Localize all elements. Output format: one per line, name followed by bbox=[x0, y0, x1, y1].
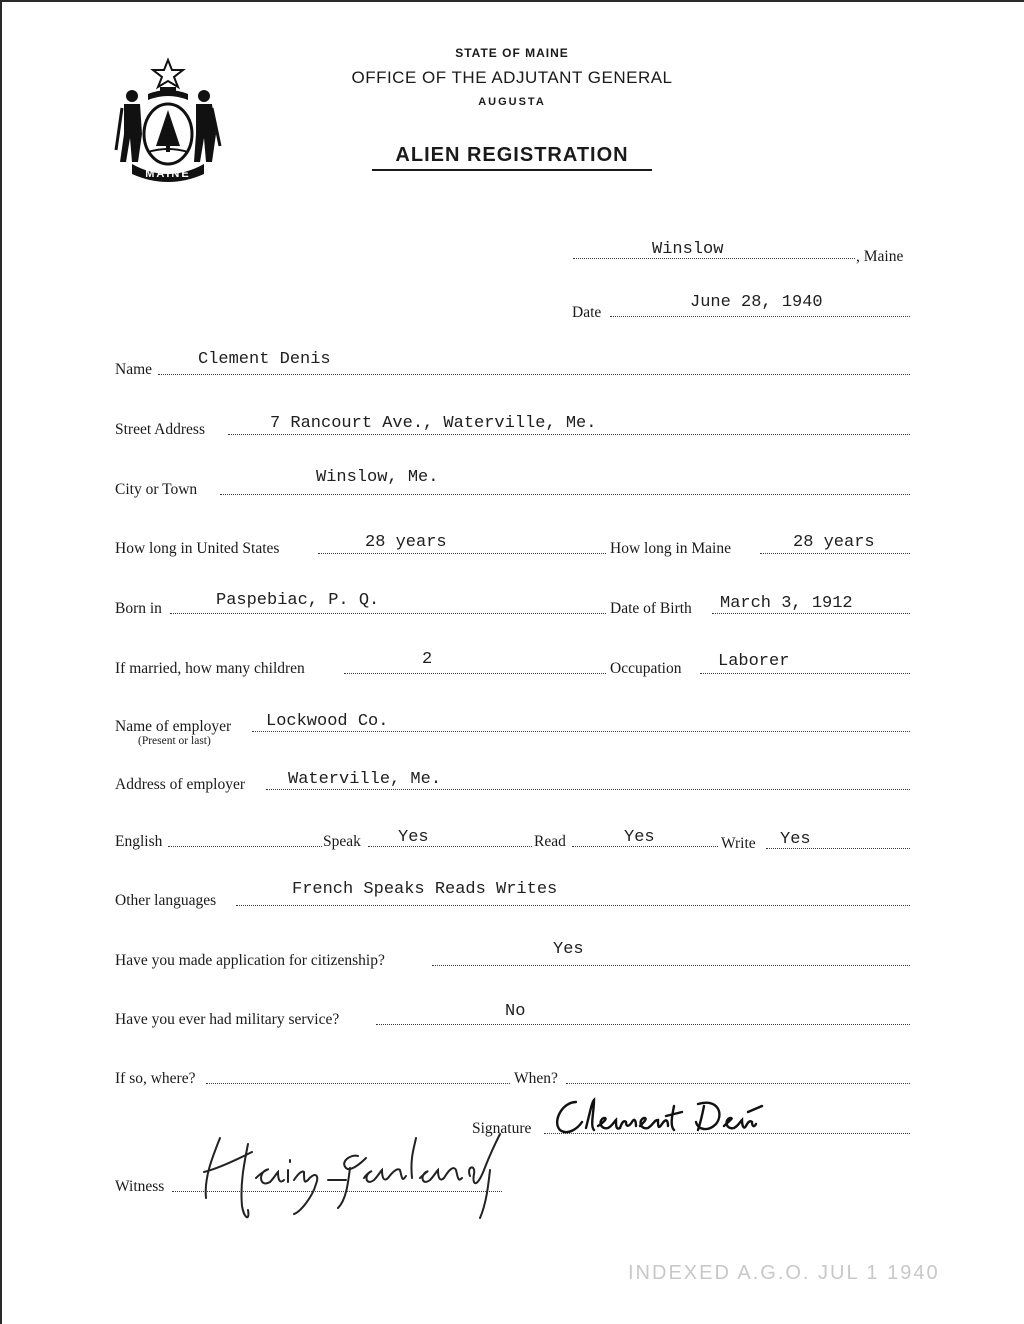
read-value: Yes bbox=[624, 828, 655, 847]
city-value: Winslow, Me. bbox=[316, 468, 439, 487]
applicant-signature bbox=[548, 1092, 768, 1142]
name-line bbox=[158, 374, 910, 375]
maine-label: , Maine bbox=[856, 248, 904, 265]
born-in-line bbox=[170, 613, 606, 614]
speak-line bbox=[368, 846, 532, 847]
speak-label: Speak bbox=[323, 833, 361, 850]
signature-label: Signature bbox=[472, 1120, 532, 1137]
header-city: AUGUSTA bbox=[478, 96, 546, 108]
how-long-us-line bbox=[318, 553, 606, 554]
form-title: ALIEN REGISTRATION bbox=[395, 144, 629, 166]
write-label: Write bbox=[721, 835, 756, 852]
city-line bbox=[220, 494, 910, 495]
citizenship-label: Have you made application for citizenship? bbox=[115, 952, 385, 969]
how-long-us-label: How long in United States bbox=[115, 540, 280, 557]
witness-signature bbox=[190, 1118, 520, 1228]
other-languages-value: French Speaks Reads Writes bbox=[292, 880, 558, 899]
name-value: Clement Denis bbox=[198, 350, 331, 369]
date-of-birth-label: Date of Birth bbox=[610, 600, 692, 617]
born-in-value: Paspebiac, P. Q. bbox=[216, 591, 380, 610]
write-value: Yes bbox=[780, 830, 811, 849]
read-label: Read bbox=[534, 833, 566, 850]
employer-address-line bbox=[266, 789, 910, 790]
employer-address-value: Waterville, Me. bbox=[288, 770, 442, 789]
children-line bbox=[344, 673, 606, 674]
other-languages-line bbox=[236, 905, 910, 906]
header-state: STATE OF MAINE bbox=[455, 46, 569, 60]
where-line bbox=[206, 1083, 510, 1084]
speak-value: Yes bbox=[398, 828, 429, 847]
received-stamp: INDEXED A.G.O. JUL 1 1940 bbox=[628, 1262, 940, 1284]
street-address-label: Street Address bbox=[115, 421, 205, 438]
town-value: Winslow bbox=[652, 240, 724, 259]
name-label: Name bbox=[115, 361, 153, 378]
children-label: If married, how many children bbox=[115, 660, 305, 677]
when-label: When? bbox=[514, 1070, 558, 1087]
english-label: English bbox=[115, 833, 163, 850]
occupation-value: Laborer bbox=[718, 652, 790, 671]
military-line bbox=[376, 1024, 910, 1025]
children-value: 2 bbox=[422, 650, 433, 669]
employer-name-line bbox=[252, 731, 910, 732]
header-office: OFFICE OF THE ADJUTANT GENERAL bbox=[351, 68, 673, 87]
date-of-birth-line bbox=[712, 613, 910, 614]
other-languages-label: Other languages bbox=[115, 892, 217, 909]
occupation-line bbox=[700, 673, 910, 674]
svg-text:MAINE: MAINE bbox=[145, 168, 191, 180]
employer-name-value: Lockwood Co. bbox=[266, 712, 389, 731]
where-label: If so, where? bbox=[115, 1070, 196, 1087]
military-label: Have you ever had military service? bbox=[115, 1011, 340, 1028]
how-long-maine-line bbox=[760, 553, 910, 554]
citizenship-line bbox=[432, 965, 910, 966]
date-of-birth-value: March 3, 1912 bbox=[720, 594, 853, 613]
how-long-maine-value: 28 years bbox=[793, 533, 875, 552]
witness-label: Witness bbox=[115, 1178, 165, 1195]
employer-name-label: Name of employer bbox=[115, 718, 232, 735]
date-line bbox=[610, 316, 910, 317]
city-label: City or Town bbox=[115, 481, 198, 498]
street-address-line bbox=[228, 434, 910, 435]
date-value: June 28, 1940 bbox=[690, 293, 823, 312]
citizenship-value: Yes bbox=[553, 940, 584, 959]
street-address-value: 7 Rancourt Ave., Waterville, Me. bbox=[270, 414, 597, 433]
date-label: Date bbox=[572, 304, 602, 321]
employer-note: (Present or last) bbox=[138, 735, 211, 747]
employer-address-label: Address of employer bbox=[115, 776, 245, 793]
how-long-maine-label: How long in Maine bbox=[610, 540, 731, 557]
when-line bbox=[566, 1083, 910, 1084]
title-underline bbox=[372, 169, 652, 171]
english-line bbox=[168, 846, 322, 847]
military-value: No bbox=[505, 1002, 526, 1021]
occupation-label: Occupation bbox=[610, 660, 682, 677]
how-long-us-value: 28 years bbox=[365, 533, 447, 552]
born-in-label: Born in bbox=[115, 600, 162, 617]
